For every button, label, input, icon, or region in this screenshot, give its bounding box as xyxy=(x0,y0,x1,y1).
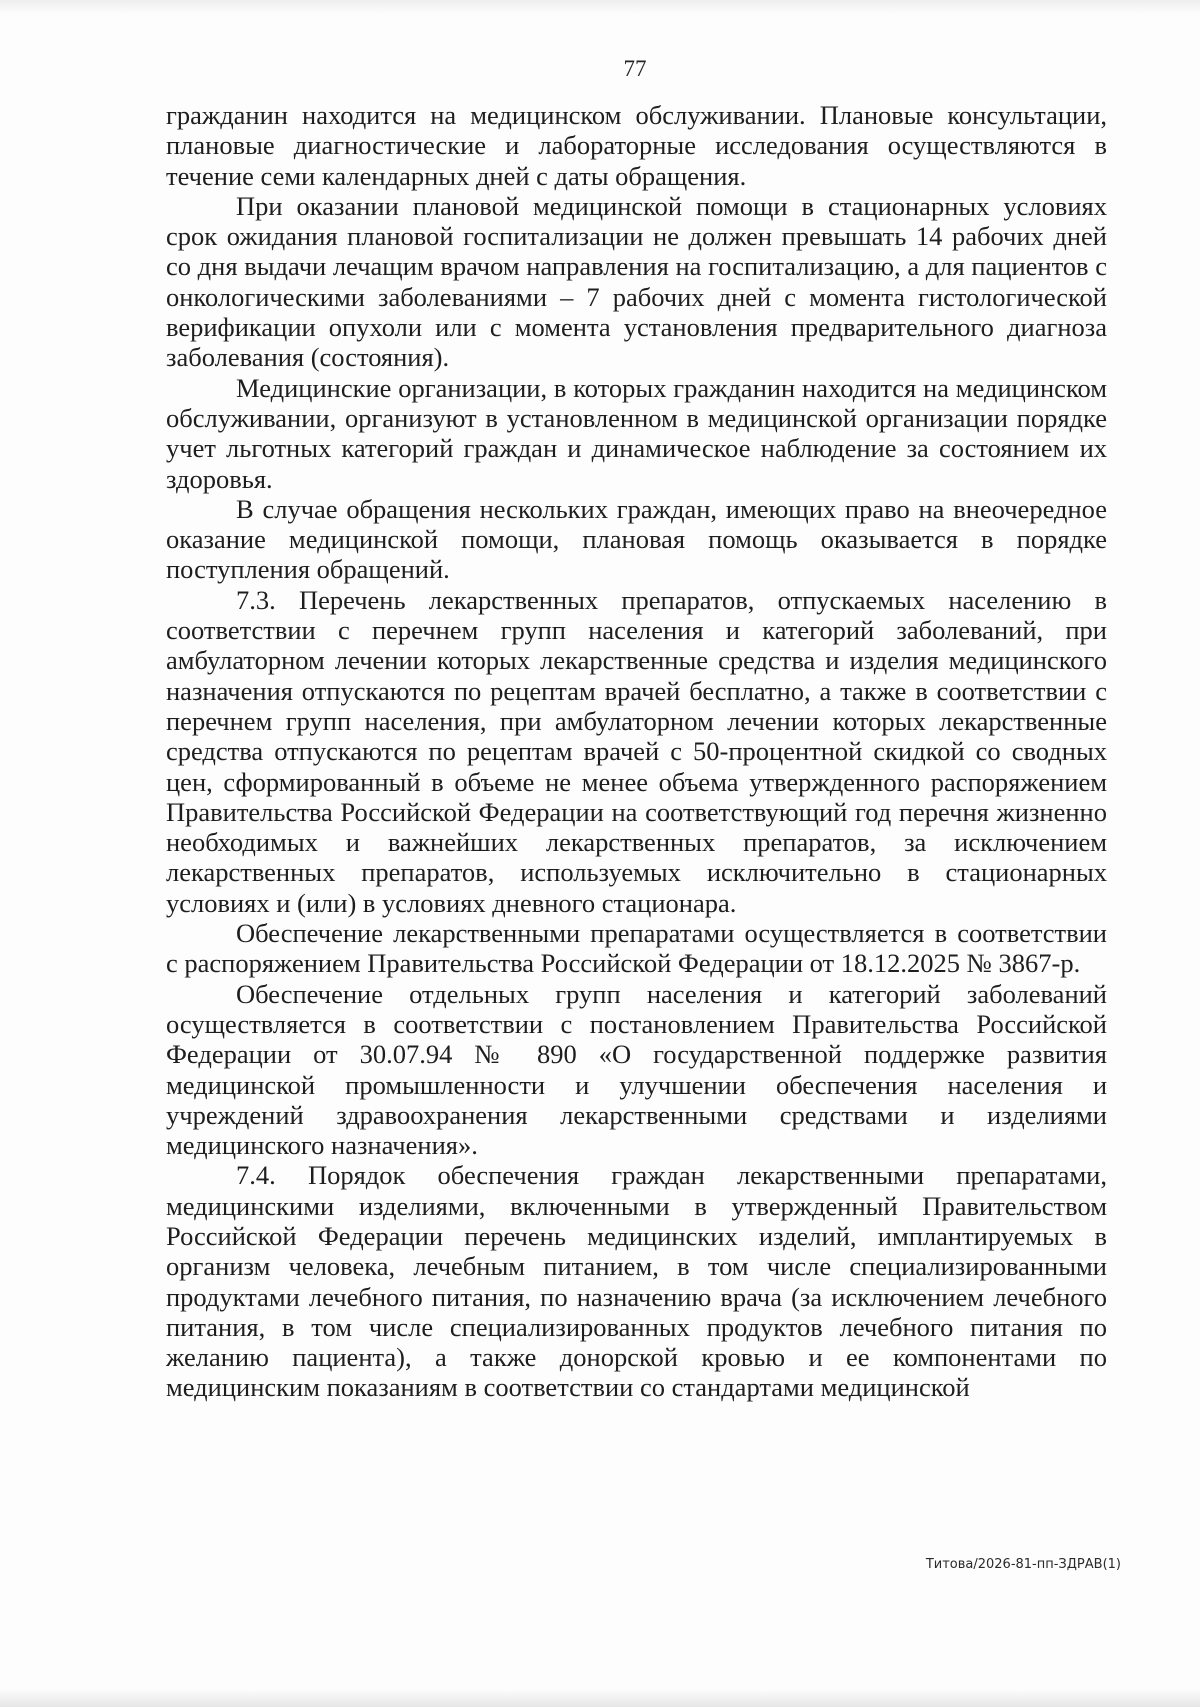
page-number: 77 xyxy=(623,56,647,81)
paragraph-hospitalization-wait: При оказании плановой медицинской помощи в стационарных условиях срок ожидания плановой госпитализации не должен превышать 14 рабочих дней со дня выдачи лечащим врачом направления на госпитализацию, а для пациентов с онкологическими заболеваниями – 7 рабочих дней с момента гистологической верификации опухоли или с момента установления предварительного диагноза заболевания (состояния). xyxy=(166,190,1107,373)
scan-top-edge xyxy=(0,0,1200,14)
paragraph-section-7-3: 7.3. Перечень лекарственных препаратов, отпускаемых населению в соответствии с перечнем групп населения и категорий заболеваний, при амбулаторном лечении которых лекарственные средства и изделия медицинского назначения отпускаются по рецептам врачей бесплатно, а также в соответствии с перечнем групп населения, при амбулаторном лечении которых лекарственные средства отпускаются по рецептам врачей с 50-процентной скидкой со сводных цен, сформированный в объеме не менее объема утвержденного распоряжением Правительства Российской Федерации на соответствующий год перечня жизненно необходимых и важнейших лекарственных препаратов, за исключением лекарственных препаратов, используемых исключительно в стационарных условиях и (или) в условиях дневного стационара. xyxy=(166,584,1107,918)
paragraph-organizations-accounting: Медицинские организации, в которых гражданин находится на медицинском обслуживании, организуют в установленном в медицинской организации порядке учет льготных категорий граждан и динамическое наблюдение за состоянием их здоровья. xyxy=(166,372,1107,494)
paragraph-multiple-requests: В случае обращения нескольких граждан, имеющих право на внеочередное оказание медицинской помощи, плановая помощь оказывается в порядке поступления обращений. xyxy=(166,493,1107,585)
paragraph-resolution-890: Обеспечение отдельных групп населения и категорий заболеваний осуществляется в соответствии с постановлением Правительства Российской Федерации от 30.07.94 № 890 «О государственной поддержке развития медицинской промышленности и улучшении обеспечения населения и учреждений здравоохранения лекарственными средствами и изделиями медицинского назначения». xyxy=(166,978,1107,1161)
paragraph-section-7-4: 7.4. Порядок обеспечения граждан лекарственными препаратами, медицинскими изделиями, включенными в утвержденный Правительством Российской Федерации перечень медицинских изделий, имплантируемых в организм человека, лечебным питанием, в том числе специализированными продуктами лечебного питания, по назначению врача (за исключением лечебного питания, в том числе специализированных продуктов лечебного питания по желанию пациента), а также донорской кровью и ее компонентами по медицинским показаниям в соответствии со стандартами медицинской xyxy=(166,1160,1107,1403)
scan-bottom-edge xyxy=(0,1689,1200,1707)
paragraph-continuation: гражданин находится на медицинском обслуживании. Плановые консультации, плановые диагностические и лабораторные исследования осуществляются в течение семи календарных дней с даты обращения. xyxy=(166,100,1107,191)
paragraph-drug-provision: Обеспечение лекарственными препаратами осуществляется в соответствии с распоряжением Правительства Российской Федерации от 18.12.2025 № 3867-р. xyxy=(166,918,1107,979)
document-body xyxy=(166,100,1107,1403)
footer-document-code: Титова/2026-81-пп-ЗДРАВ(1) xyxy=(925,1557,1121,1572)
